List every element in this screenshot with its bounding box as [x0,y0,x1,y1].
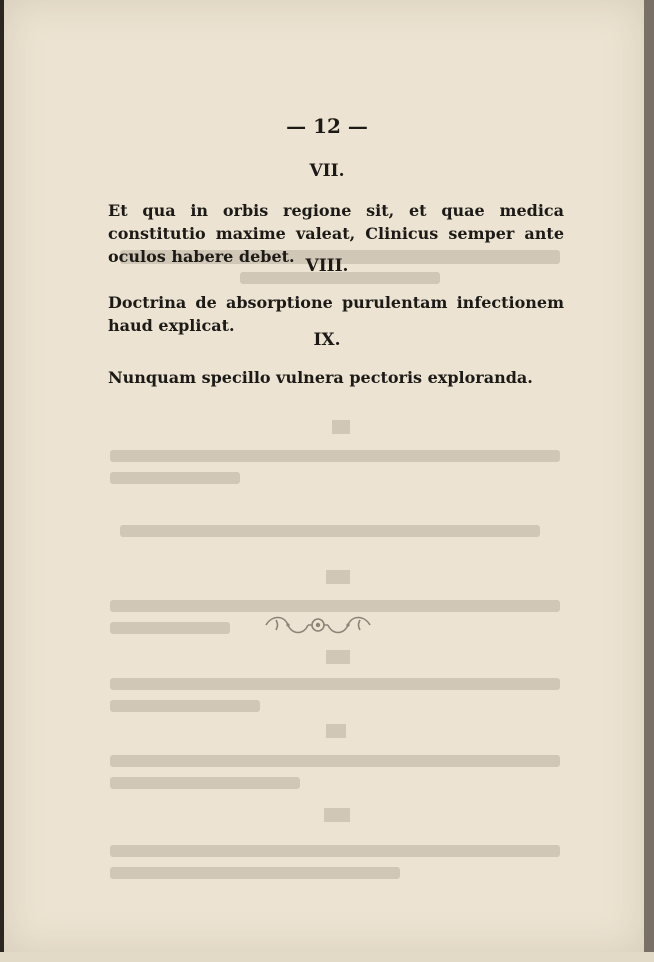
book-edge [644,0,654,952]
thesis-numeral-viii: VIII. [305,256,349,276]
thesis-text-viii: Doctrina de absorptione purulentam infectionem haud explicat. [108,293,564,335]
page-number: — 12 — [286,114,368,138]
thesis-numeral-ix: IX. [313,330,341,350]
decorative-ornament [262,612,374,638]
page-bottom-edge [0,952,654,962]
thesis-numeral-vii: VII. [309,161,345,181]
thesis-text-vii: Et qua in orbis regione sit, et quae medica constitutio maxime valeat, Clinicus semper ante oculos habere debet. [108,201,564,266]
thesis-text-ix: Nunquam specillo vulnera pectoris exploranda. [108,368,533,387]
